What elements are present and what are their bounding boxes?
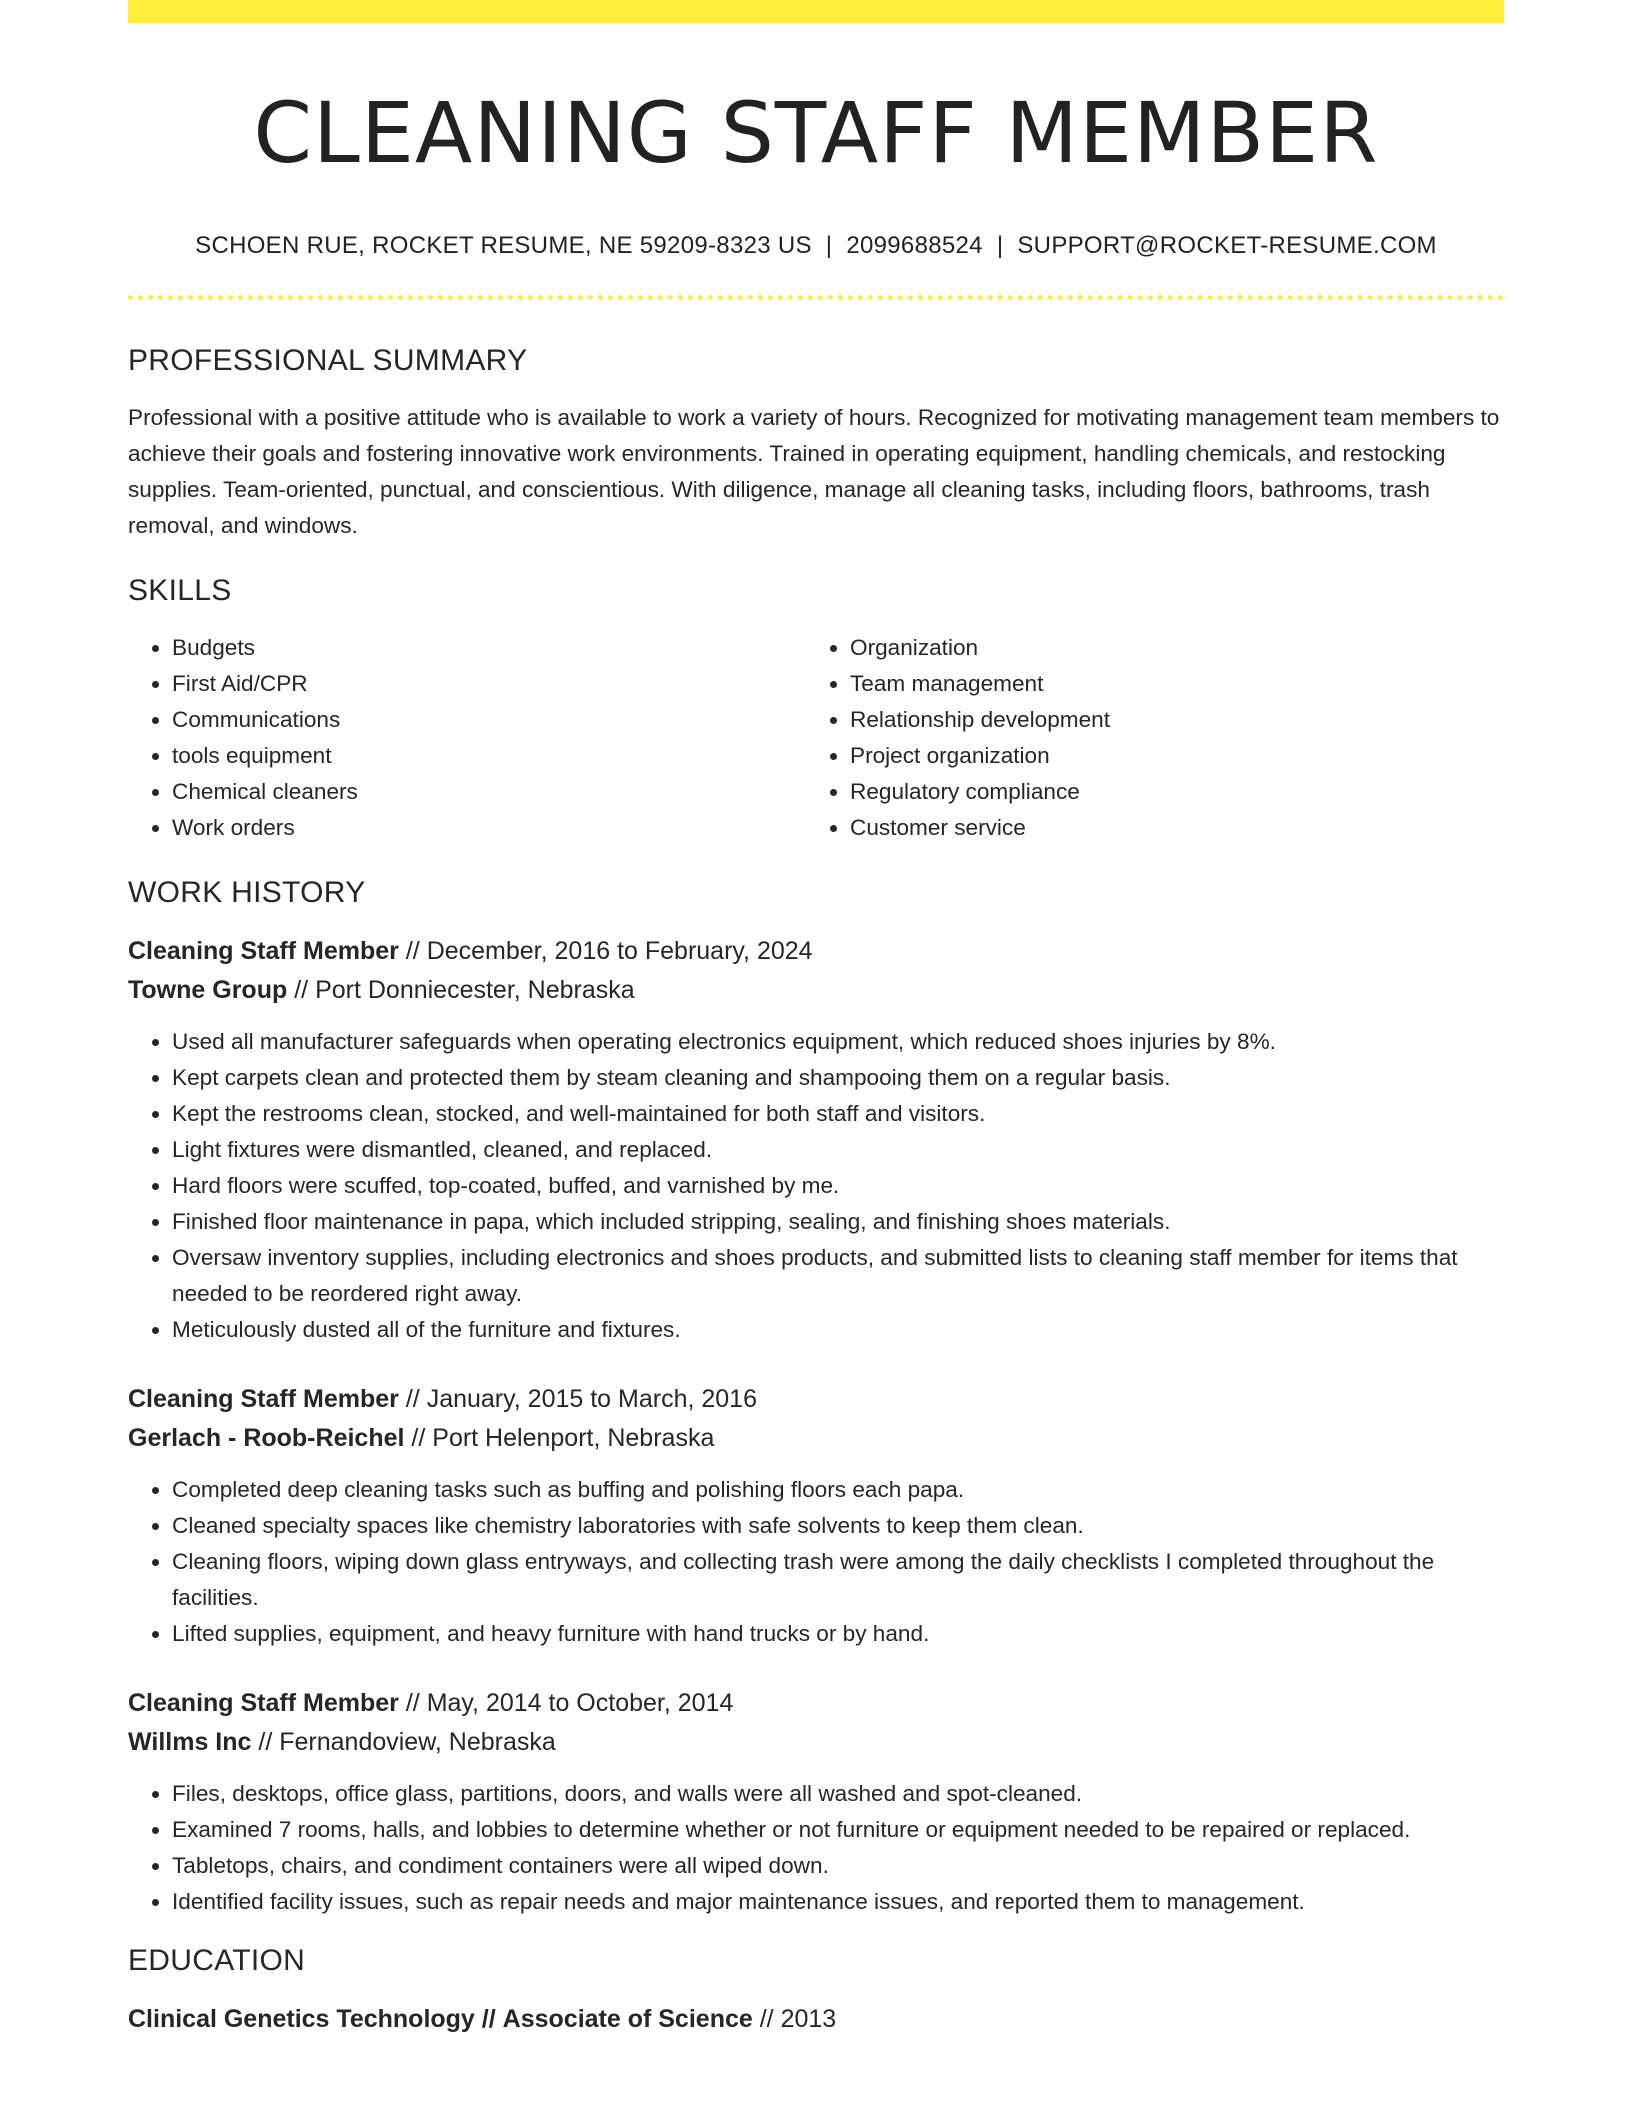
job-entry — [128, 1684, 1504, 1920]
job-bullet: • Oversaw inventory supplies, including electronics and shoes products, and submitted lists to cleaning staff member for items that needed to be reordered right away. — [172, 1240, 1504, 1312]
education-field: Clinical Genetics Technology — [128, 2004, 475, 2033]
job-company: Willms Inc — [128, 1727, 252, 1756]
job-role: Cleaning Staff Member — [128, 1384, 399, 1413]
job-company-line — [128, 971, 1504, 1010]
skill-item: • Customer service — [850, 810, 1484, 846]
job-bullet: • Kept carpets clean and protected them by steam cleaning and shampooing them on a regular basis. — [172, 1060, 1504, 1096]
accent-top-bar — [128, 0, 1504, 23]
job-company-line — [128, 1723, 1504, 1762]
skill-item: • Project organization — [850, 738, 1484, 774]
job-dates: December, 2016 to February, 2024 — [426, 936, 813, 965]
skill-item: • Work orders — [172, 810, 806, 846]
skill-item: • Chemical cleaners — [172, 774, 806, 810]
job-bullet: • Identified facility issues, such as repair needs and major maintenance issues, and reported them to management. — [172, 1884, 1504, 1920]
job-location: Port Donniecester, Nebraska — [315, 975, 635, 1004]
skill-item: • Budgets — [172, 630, 806, 666]
job-dates: May, 2014 to October, 2014 — [426, 1688, 734, 1717]
job-delim: // — [405, 1384, 420, 1413]
job-bullet: • Cleaned specialty spaces like chemistry laboratories with safe solvents to keep them clean. — [172, 1508, 1504, 1544]
job-role-line — [128, 1380, 1504, 1419]
job-company-line — [128, 1419, 1504, 1458]
job-bullets — [128, 1776, 1504, 1920]
skill-item: • Team management — [850, 666, 1484, 702]
job-dates: January, 2015 to March, 2016 — [426, 1384, 757, 1413]
job-delim: // — [294, 975, 309, 1004]
job-bullet: • Lifted supplies, equipment, and heavy furniture with hand trucks or by hand. — [172, 1616, 1504, 1652]
education-year: 2013 — [780, 2004, 837, 2033]
job-delim: // — [405, 1688, 420, 1717]
skill-item: • Regulatory compliance — [850, 774, 1484, 810]
job-bullets — [128, 1472, 1504, 1652]
job-bullet: • Files, desktops, office glass, partitions, doors, and walls were all washed and spot-cleaned. — [172, 1776, 1504, 1812]
skills-column-right — [806, 630, 1484, 846]
skill-item: • tools equipment — [172, 738, 806, 774]
job-role-line — [128, 1684, 1504, 1723]
skills-list — [128, 630, 1504, 846]
job-company: Towne Group — [128, 975, 288, 1004]
education-delim: // — [759, 2004, 774, 2033]
job-bullet: • Hard floors were scuffed, top-coated, buffed, and varnished by me. — [172, 1168, 1504, 1204]
skill-item: • Relationship development — [850, 702, 1484, 738]
contact-email: SUPPORT@ROCKET-RESUME.COM — [1017, 231, 1437, 259]
job-bullet: • Completed deep cleaning tasks such as buffing and polishing floors each papa. — [172, 1472, 1504, 1508]
education-degree: Associate of Science — [502, 2004, 753, 2033]
section-title-summary: PROFESSIONAL SUMMARY — [128, 343, 528, 377]
job-bullet: • Examined 7 rooms, halls, and lobbies to determine whether or not furniture or equipment needed to be repaired or replaced. — [172, 1812, 1504, 1848]
contact-address: SCHOEN RUE, ROCKET RESUME, NE 59209-8323 US — [195, 231, 812, 259]
job-bullets — [128, 1024, 1504, 1348]
job-bullet: • Finished floor maintenance in papa, which included stripping, sealing, and finishing shoes materials. — [172, 1204, 1504, 1240]
job-delim: // — [258, 1727, 273, 1756]
contact-phone: 2099688524 — [846, 231, 983, 259]
education-line — [128, 2000, 1504, 2039]
job-bullet: • Meticulously dusted all of the furniture and fixtures. — [172, 1312, 1504, 1348]
job-entry — [128, 1380, 1504, 1652]
skill-item: • First Aid/CPR — [172, 666, 806, 702]
job-bullet: • Cleaning floors, wiping down glass entryways, and collecting trash were among the daily checklists I completed throughout the facilities. — [172, 1544, 1504, 1616]
job-location: Fernandoview, Nebraska — [279, 1727, 556, 1756]
section-title-education: EDUCATION — [128, 1943, 306, 1977]
job-role: Cleaning Staff Member — [128, 936, 399, 965]
section-title-skills: SKILLS — [128, 573, 232, 607]
job-delim: // — [405, 936, 420, 965]
resume-page — [128, 0, 1504, 2039]
job-location: Port Helenport, Nebraska — [432, 1423, 715, 1452]
job-company: Gerlach - Roob-Reichel — [128, 1423, 405, 1452]
job-role-line — [128, 932, 1504, 971]
contact-line — [128, 232, 1504, 260]
skill-item: • Communications — [172, 702, 806, 738]
resume-name: CLEANING STAFF MEMBER — [253, 84, 1379, 182]
job-bullet: • Light fixtures were dismantled, cleaned, and replaced. — [172, 1132, 1504, 1168]
skill-item: • Organization — [850, 630, 1484, 666]
section-title-work-history: WORK HISTORY — [128, 875, 366, 909]
summary-text: Professional with a positive attitude who is available to work a variety of hours. Recognized for motivating management team members to achieve their goals and fostering innovative work environments. Trained in operating equipment, handling chemicals, and restocking supplies. Team-oriented, punctual, and conscientious. With diligence, manage all cleaning tasks, including floors, bathrooms, trash removal, and windows. — [128, 404, 1500, 538]
contact-separator: | — [825, 231, 833, 259]
dotted-divider — [128, 295, 1504, 300]
job-entry — [128, 932, 1504, 1348]
job-role: Cleaning Staff Member — [128, 1688, 399, 1717]
skills-column-left — [128, 630, 806, 846]
job-delim: // — [411, 1423, 426, 1452]
contact-separator: | — [996, 231, 1004, 259]
job-bullet: • Tabletops, chairs, and condiment containers were all wiped down. — [172, 1848, 1504, 1884]
job-bullet: • Used all manufacturer safeguards when operating electronics equipment, which reduced shoes injuries by 8%. — [172, 1024, 1504, 1060]
job-bullet: • Kept the restrooms clean, stocked, and well-maintained for both staff and visitors. — [172, 1096, 1504, 1132]
education-delim: // — [481, 2004, 496, 2033]
